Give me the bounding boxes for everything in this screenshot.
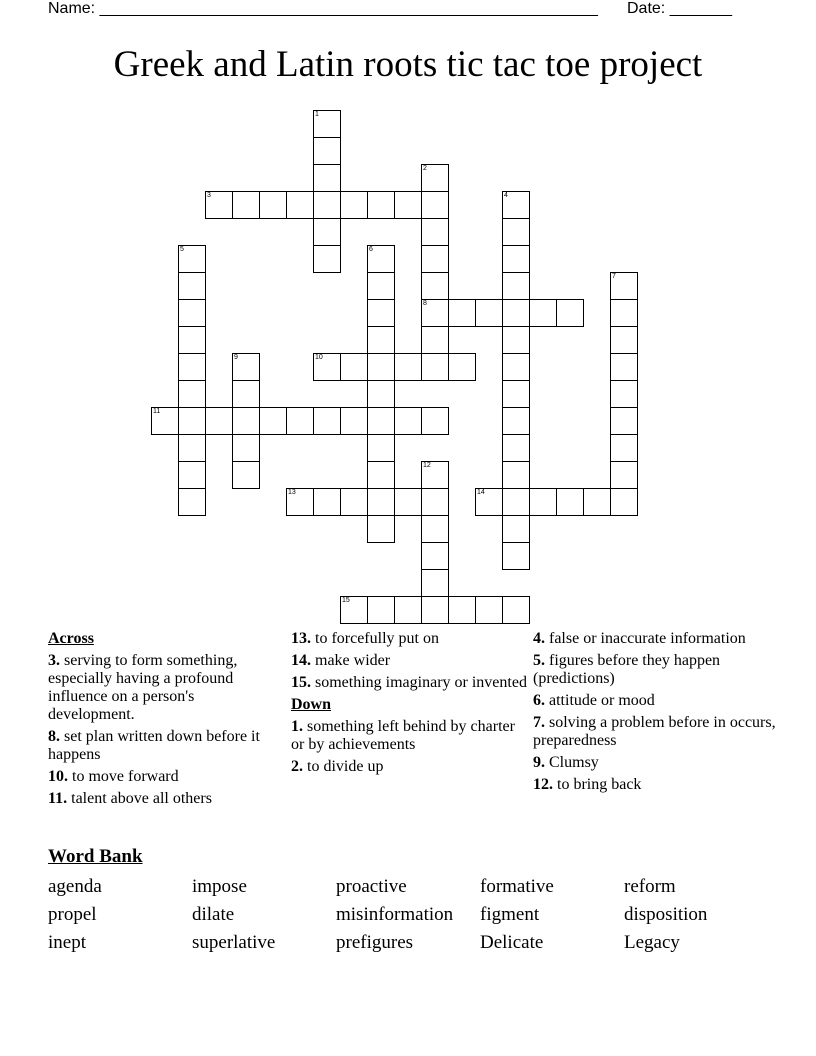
clue-down-1: 1. something left behind by charter or by achievements <box>291 718 515 753</box>
grid-cell[interactable] <box>502 542 530 570</box>
grid-cell[interactable] <box>367 407 395 435</box>
word-bank-item: Legacy <box>624 932 680 953</box>
grid-cell[interactable] <box>475 596 503 624</box>
grid-cell[interactable] <box>313 353 341 381</box>
grid-cell[interactable] <box>178 434 206 462</box>
clue-across-13: 13. to forcefully put on <box>291 630 439 647</box>
clue-across-15: 15. something imaginary or invented <box>291 674 527 691</box>
grid-cell[interactable] <box>178 407 206 435</box>
grid-cell[interactable] <box>367 434 395 462</box>
grid-cell[interactable] <box>421 326 449 354</box>
grid-cell[interactable] <box>421 299 449 327</box>
grid-cell[interactable] <box>367 488 395 516</box>
grid-cell[interactable] <box>610 407 638 435</box>
grid-cell[interactable] <box>556 488 584 516</box>
word-bank-item: prefigures <box>336 932 414 953</box>
grid-cell[interactable] <box>259 407 287 435</box>
grid-cell[interactable] <box>502 218 530 246</box>
grid-cell[interactable] <box>421 461 449 489</box>
page-title: Greek and Latin roots tic tac toe project <box>113 44 703 85</box>
clue-across-14: 14. make wider <box>291 652 391 669</box>
grid-cell[interactable] <box>529 299 557 327</box>
word-bank-item: inept <box>48 932 86 953</box>
grid-cell[interactable] <box>340 353 368 381</box>
word-bank-item: misinformation <box>336 904 454 925</box>
across-heading: Across <box>48 630 94 647</box>
grid-cell[interactable] <box>367 353 395 381</box>
grid-cell[interactable] <box>178 380 206 408</box>
clue-column-3 <box>533 630 783 798</box>
cell-number: 3 <box>207 192 211 199</box>
grid-cell[interactable] <box>421 596 449 624</box>
grid-cell[interactable] <box>421 218 449 246</box>
grid-cell[interactable] <box>313 488 341 516</box>
grid-cell[interactable] <box>502 515 530 543</box>
clue-down-12: 12. to bring back <box>533 776 642 793</box>
grid-cell[interactable] <box>232 191 260 219</box>
grid-cell[interactable] <box>448 353 476 381</box>
grid-cell[interactable] <box>502 191 530 219</box>
grid-cell[interactable] <box>232 380 260 408</box>
grid-cell[interactable] <box>529 488 557 516</box>
grid-cell[interactable] <box>367 245 395 273</box>
grid-cell[interactable] <box>178 488 206 516</box>
cell-number: 4 <box>504 192 508 199</box>
grid-cell[interactable] <box>448 596 476 624</box>
clue-down-5: 5. figures before they happen (predictions) <box>533 652 721 687</box>
grid-cell[interactable] <box>367 380 395 408</box>
clue-across-8: 8. set plan written down before it happens <box>48 728 260 763</box>
word-bank-item: dilate <box>192 904 235 925</box>
grid-cell[interactable] <box>610 380 638 408</box>
grid-cell[interactable] <box>286 407 314 435</box>
word-bank-item: impose <box>192 876 247 897</box>
grid-cell[interactable] <box>178 353 206 381</box>
grid-cell[interactable] <box>502 353 530 381</box>
grid-cell[interactable] <box>367 326 395 354</box>
word-bank-item: figment <box>480 904 540 925</box>
cell-number: 11 <box>153 408 161 415</box>
grid-cell[interactable] <box>394 407 422 435</box>
grid-cell[interactable] <box>583 488 611 516</box>
grid-cell[interactable] <box>394 488 422 516</box>
grid-cell[interactable] <box>340 596 368 624</box>
grid-cell[interactable] <box>178 272 206 300</box>
grid-cell[interactable] <box>610 461 638 489</box>
clue-down-4: 4. false or inaccurate information <box>533 630 746 647</box>
cell-number: 5 <box>180 246 184 253</box>
grid-cell[interactable] <box>394 596 422 624</box>
grid-cell[interactable] <box>421 407 449 435</box>
grid-cell[interactable] <box>421 164 449 192</box>
grid-cell[interactable] <box>502 596 530 624</box>
grid-cell[interactable] <box>502 299 530 327</box>
grid-cell[interactable] <box>610 434 638 462</box>
grid-cell[interactable] <box>340 407 368 435</box>
cell-number: 13 <box>288 489 296 496</box>
grid-cell[interactable] <box>313 164 341 192</box>
grid-cell[interactable] <box>421 245 449 273</box>
cell-number: 8 <box>423 300 427 307</box>
clue-across-3: 3. serving to form something, especially having a profound influence on a person's development. <box>48 652 238 723</box>
down-heading: Down <box>291 696 332 713</box>
word-bank-item: propel <box>48 904 97 925</box>
grid-cell[interactable] <box>232 461 260 489</box>
cell-number: 1 <box>315 111 319 118</box>
word-bank-item: proactive <box>336 876 407 897</box>
clue-column-2 <box>291 630 527 780</box>
grid-cell[interactable] <box>610 299 638 327</box>
clue-down-6: 6. attitude or mood <box>533 692 655 709</box>
cell-number: 9 <box>234 354 238 361</box>
grid-cell[interactable] <box>367 461 395 489</box>
cell-number: 10 <box>315 354 323 361</box>
grid-cell[interactable] <box>610 326 638 354</box>
word-bank-item: reform <box>624 876 676 897</box>
date-field: Date: _______ <box>627 0 732 17</box>
clue-across-10: 10. to move forward <box>48 768 179 785</box>
grid-cell[interactable] <box>502 461 530 489</box>
grid-cell[interactable] <box>610 272 638 300</box>
grid-cell[interactable] <box>151 407 179 435</box>
grid-cell[interactable] <box>502 407 530 435</box>
grid-cell[interactable] <box>421 515 449 543</box>
grid-cell[interactable] <box>178 245 206 273</box>
grid-cell[interactable] <box>286 191 314 219</box>
word-bank-item: disposition <box>624 904 708 925</box>
grid-cell[interactable] <box>475 488 503 516</box>
grid-cell[interactable] <box>259 191 287 219</box>
grid-cell[interactable] <box>421 353 449 381</box>
grid-cell[interactable] <box>502 272 530 300</box>
grid-cell[interactable] <box>340 191 368 219</box>
grid-cell[interactable] <box>421 542 449 570</box>
grid-cell[interactable] <box>421 488 449 516</box>
grid-cell[interactable] <box>502 380 530 408</box>
grid-cell[interactable] <box>367 515 395 543</box>
grid-cell[interactable] <box>421 191 449 219</box>
grid-cell[interactable] <box>367 272 395 300</box>
cell-number: 12 <box>423 462 431 469</box>
clue-column-1 <box>48 630 280 812</box>
grid-cell[interactable] <box>502 245 530 273</box>
grid-cell[interactable] <box>475 299 503 327</box>
grid-cell[interactable] <box>367 191 395 219</box>
clue-down-7: 7. solving a problem before in occurs, preparedness <box>533 714 776 749</box>
cell-number: 2 <box>423 165 427 172</box>
grid-cell[interactable] <box>178 461 206 489</box>
clue-down-9: 9. Clumsy <box>533 754 599 771</box>
grid-cell[interactable] <box>394 353 422 381</box>
grid-cell[interactable] <box>448 299 476 327</box>
grid-cell[interactable] <box>178 299 206 327</box>
grid-cell[interactable] <box>610 353 638 381</box>
grid-cell[interactable] <box>313 218 341 246</box>
grid-cell[interactable] <box>286 488 314 516</box>
grid-cell[interactable] <box>394 191 422 219</box>
grid-cell[interactable] <box>205 407 233 435</box>
grid-cell[interactable] <box>502 488 530 516</box>
clue-across-11: 11. talent above all others <box>48 790 212 807</box>
grid-cell[interactable] <box>205 191 233 219</box>
clue-down-2: 2. to divide up <box>291 758 384 775</box>
word-bank-item: superlative <box>192 932 276 953</box>
cell-number: 15 <box>342 597 350 604</box>
grid-cell[interactable] <box>232 434 260 462</box>
grid-cell[interactable] <box>232 407 260 435</box>
grid-cell[interactable] <box>367 299 395 327</box>
grid-cell[interactable] <box>556 299 584 327</box>
word-bank-item: Delicate <box>480 932 544 953</box>
grid-cell[interactable] <box>313 245 341 273</box>
grid-cell[interactable] <box>340 488 368 516</box>
grid-cell[interactable] <box>313 110 341 138</box>
word-bank-item: formative <box>480 876 554 897</box>
name-field: Name: ________________________________________________________ <box>48 0 598 17</box>
word-bank-title: Word Bank <box>48 846 143 867</box>
grid-cell[interactable] <box>421 272 449 300</box>
grid-cell[interactable] <box>313 191 341 219</box>
grid-cell[interactable] <box>610 488 638 516</box>
grid-cell[interactable] <box>421 569 449 597</box>
grid-cell[interactable] <box>502 326 530 354</box>
grid-cell[interactable] <box>232 353 260 381</box>
word-bank-item: agenda <box>48 876 102 897</box>
cell-number: 6 <box>369 246 373 253</box>
grid-cell[interactable] <box>178 326 206 354</box>
grid-cell[interactable] <box>367 596 395 624</box>
cell-number: 14 <box>477 489 485 496</box>
grid-cell[interactable] <box>313 407 341 435</box>
grid-cell[interactable] <box>313 137 341 165</box>
cell-number: 7 <box>612 273 616 280</box>
grid-cell[interactable] <box>502 434 530 462</box>
